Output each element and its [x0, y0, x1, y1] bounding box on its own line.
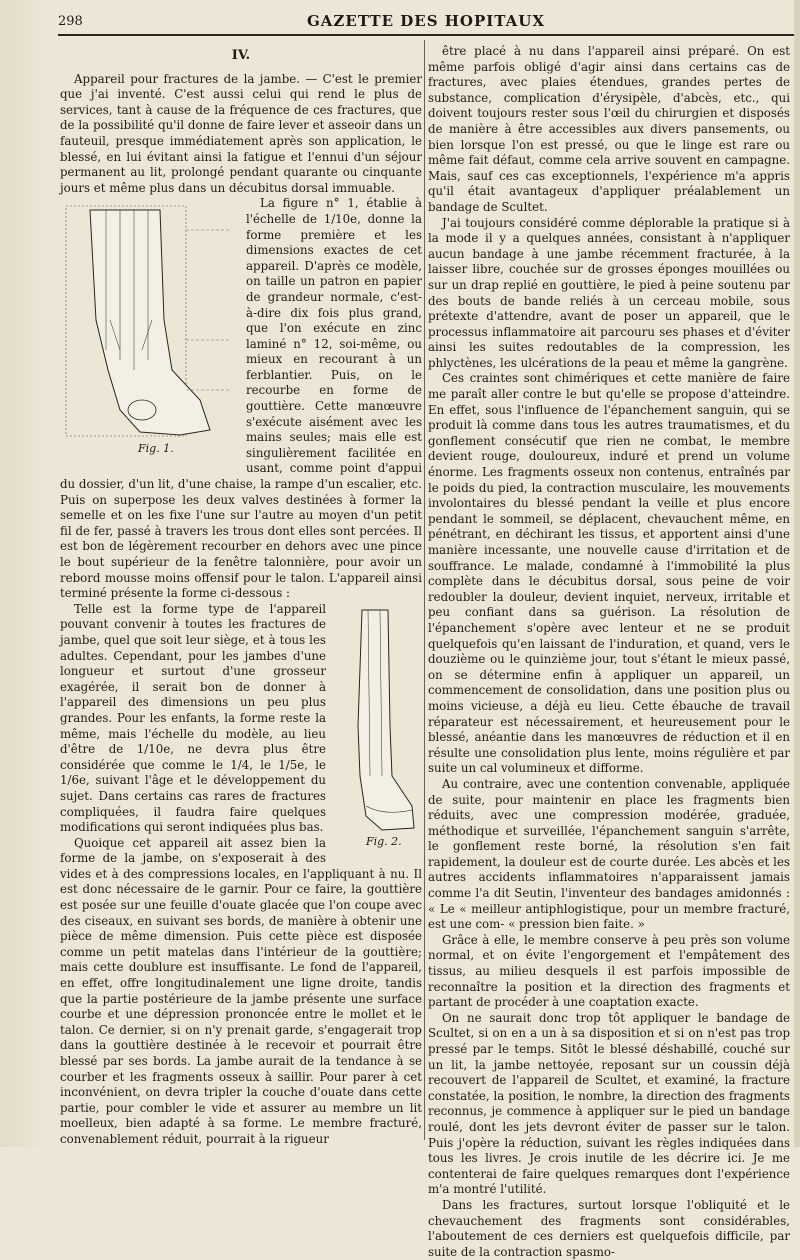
page-number: 298: [58, 14, 83, 29]
paragraph: J'ai toujours considéré comme déplorable la pratique si à la mode il y a quelques années, consistant à n'appliquer aucun bandage à une jambe récemment fracturée, à la laisser libre, couchée sur de grosses éponges mouillées ou sur un drap replié en gouttière, le pied à peine soutenu par des bouts de bande reliés à un cerceau mobile, sous prétexte d'attendre, avant de poser un appareil, que le processus inflammatoire ait parcouru ses phases et d'éviter ainsi les suites redoutables de la compression, les phlyctènes, les ulcérations de la peau et même la gangrène.: [428, 215, 790, 370]
page-header: [58, 10, 794, 36]
paragraph: Ces craintes sont chimériques et cette manière de faire me paraît aller contre le but qu'elle se propose d'atteindre. En effet, sous l'influence de l'épanchement sanguin, qui se produit là comme dans tous les autres traumatismes, et du gonflement consécutif que rien ne combat, le membre devient rouge, douloureux, induré et prend un volume énorme. Les fragments osseux non contenus, entraînés par le poids du pied, la contraction musculaire, les mouvements involontaires du blessé pendant la veille et plus encore pendant le sommeil, se déplacent, chevauchent même, en pénétrant, en déchirant les tissus, et apportent ainsi d'une manière incessante, une nouvelle cause d'irritation et de souffrance. Le malade, condamné à l'immobilité la plus complète dans le décubitus dorsal, sous peine de voir redoubler la douleur, devient inquiet, nerveux, irritable et peu confiant dans sa guérison. La résolution de l'épanchement s'opère avec lenteur et ne se produit quelquefois qu'en laissant de l'induration, et quand, vers le douzième ou le quinzième jour, tout s'étant le mieux passé, on se détermine enfin à appliquer un appareil, un commencement de consolidation, dans une position plus ou moins vicieuse, a déjà eu lieu. Cette ébauche de travail réparateur est nécessairement, et heureusement pour le blessé, anéantie dans les manœuvres de réduction et il en résulte une consolidation plus lente, moins régulière et par suite un cal volumineux et difforme.: [428, 371, 790, 776]
figure-1-pattern-diagram: [60, 200, 238, 460]
page-edge: [794, 0, 800, 1147]
figure-2-splint-diagram: [332, 606, 422, 856]
page-gutter: [0, 0, 48, 1147]
newspaper-title: GAZETTE DES HOPITAUX: [306, 12, 545, 30]
figure-2-caption: Fig. 2.: [366, 835, 402, 849]
paragraph: On ne saurait donc trop tôt appliquer le bandage de Scultet, si on en a un à sa disposition et si on n'est pas trop pressé par le temps. Sitôt le blessé déshabillé, couché sur un lit, la jambe nettoyée, reposant sur un coussin déjà recouvert de l'appareil de Scultet, et examiné, la fracture constatée, la position, le nombre, la direction des fragments reconnus, je commence à appliquer sur le pied un bandage roulé, dont les jets devront éviter de passer sur le talon. Puis j'opère la réduction, suivant les règles indiquées dans tous les livres. Je crois inutile de les décrire ici. Je me contenterai de faire quelques remarques dont l'expérience m'a montré l'utilité.: [428, 1010, 790, 1197]
formed-splint-drawing: [332, 606, 422, 856]
paragraph: Dans les fractures, surtout lorsque l'obliquité et le chevauchement des fragments sont considérables, l'aboutement de ces derniers est quelquefois difficile, par suite de la contraction spasmo-: [428, 1197, 790, 1259]
paragraph: Appareil pour fractures de la jambe. — C'est le premier que j'ai inventé. C'est aussi celui qui rend le plus de services, tant à cause de la fréquence de ces fractures, que de la possibilité qu'il donne de faire lever et asseoir dans un fauteuil, presque immédiatement après son application, le blessé, en lui évitant ainsi la fatigue et l'ennui d'un séjour permanent au lit, prolongé pendant quarante ou cinquante jours et même plus dans un décubitus dorsal immuable.: [60, 71, 422, 195]
leg-splint-pattern-drawing: [60, 200, 238, 460]
right-column: [428, 44, 790, 1260]
paragraph: être placé à nu dans l'appareil ainsi préparé. On est même parfois obligé d'agir ainsi dans certains cas de fractures, avec plaies étendues, grandes pertes de substance, complication d'érysipèle, d'abcès, etc., qui doivent toujours rester sous l'œil du chirurgien et disposés de manière à être accessibles aux divers pansements, ou bien lorsque l'on est pressé, ou que le linge est rare ou même fait défaut, comme cela arrive souvent en campagne. Mais, sauf ces cas exceptionnels, l'expérience m'a appris qu'il était avantageux d'appliquer préalablement un bandage de Scultet.: [428, 44, 790, 214]
paragraph: La figure n° 1, établie à l'échelle de 1/10e, donne la forme première et les dimensions exactes de cet appareil. D'après ce modèle, on taille un patron en papier de grandeur normale, c'est-à-dire dix fois plus grand, que l'on exécute en zinc laminé n° 12, soi-même, ou mieux en recourant à un ferblantier. Puis, on le recourbe en forme de gouttière. Cette manœuvre s'exécute aisément avec les mains seules; mais elle est singulièrement facilitée en usant, comme point d'appui du dossier, d'un lit, d'une chaise, la rampe d'un escalier, etc. Puis on superpose les deux valves destinées à former la semelle et on les fixe l'une sur l'autre au moyen d'un petit fil de fer, passé à travers les trous dont elles sont percées. Il est bon de légèrement recourber en dehors avec une pince le bout supérieur de la fenêtre talonnière, pour avoir un rebord mousse moins offensif pour le talon. L'appareil ainsi terminé présente la forme ci-dessous :: [60, 196, 422, 601]
section-number: IV.: [231, 48, 251, 63]
paragraph: Au contraire, avec une contention convenable, appliquée de suite, pour maintenir en place les fragments bien réduits, avec une compression modérée, graduée, méthodique et surveillée, l'épanchement sanguin s'arrête, le gonflement reste borné, la résolution s'en fait rapidement, la douleur est de courte durée. Les abcès et les autres accidents inflammatoires n'apparaissent jamais comme l'a dit Seutin, l'inventeur des bandages amidonnés : « Le « meilleur antiphlogistique, pour un membre fracturé, est une com- « pression bien faite. »: [428, 776, 790, 932]
paragraph: Telle est la forme type de l'appareil pouvant convenir à toutes les fractures de jambe, quel que soit leur siège, et à tous les adultes. Cependant, pour les jambes d'une longueur et surtout d'une grosseur exagérée, il serait bon de donner à l'appareil des dimensions un peu plus grandes. Pour les enfants, la forme reste la même, mais l'échelle du modèle, au lieu d'être de 1/10e, ne devra plus être considérée que comme le 1/4, le 1/5e, le 1/6e, suivant l'âge et le développement du sujet. Dans certains cas rares de fractures compliquées, il faudra faire quelques modifications qui seront indiquées plus bas.: [60, 601, 326, 835]
paragraph: Grâce à elle, le membre conserve à peu près son volume normal, et on évite l'engorgement et l'empâtement des tissus, au milieu desquels il est parfois impossible de reconnaître la position et la direction des fragments et partant de procéder à une coaptation exacte.: [428, 932, 790, 1010]
paragraph: Quoique cet appareil ait assez bien la forme de la jambe, on s'exposerait à des vides et à des compressions locales, en l'appliquant à nu. Il est donc nécessaire de le garnir. Pour ce faire, la gouttière est posée sur une feuille d'ouate glacée que l'on coupe avec des ciseaux, en suivant ses bords, de manière à obtenir une pièce de même dimension. Puis cette pièce est disposée comme un petit matelas dans l'intérieur de la gouttière; mais cette doublure est insuffisante. Le fond de l'appareil, en effet, offre longitudinalement une ligne droite, tandis que la partie postérieure de la jambe présente une surface courbe et une dépression prononcée entre le mollet et le talon. Ce dernier, si on n'y prenait garde, s'engagerait trop dans la gouttière destinée à le recevoir et pourrait être blessé par ses bords. La jambe aurait de la tendance à se courber et les fragments osseux à saillir. Pour parer à cet inconvénient, on devra tripler la couche d'ouate dans cette partie, pour combler le vide et assurer au membre un lit moelleux, bien adapté à sa forme. Le membre fracturé, convenablement réduit, pourrait à la rigueur: [60, 835, 422, 1146]
column-divider: [424, 40, 425, 1140]
figure-1-caption: Fig. 1.: [138, 441, 174, 455]
left-column: [60, 44, 422, 1148]
